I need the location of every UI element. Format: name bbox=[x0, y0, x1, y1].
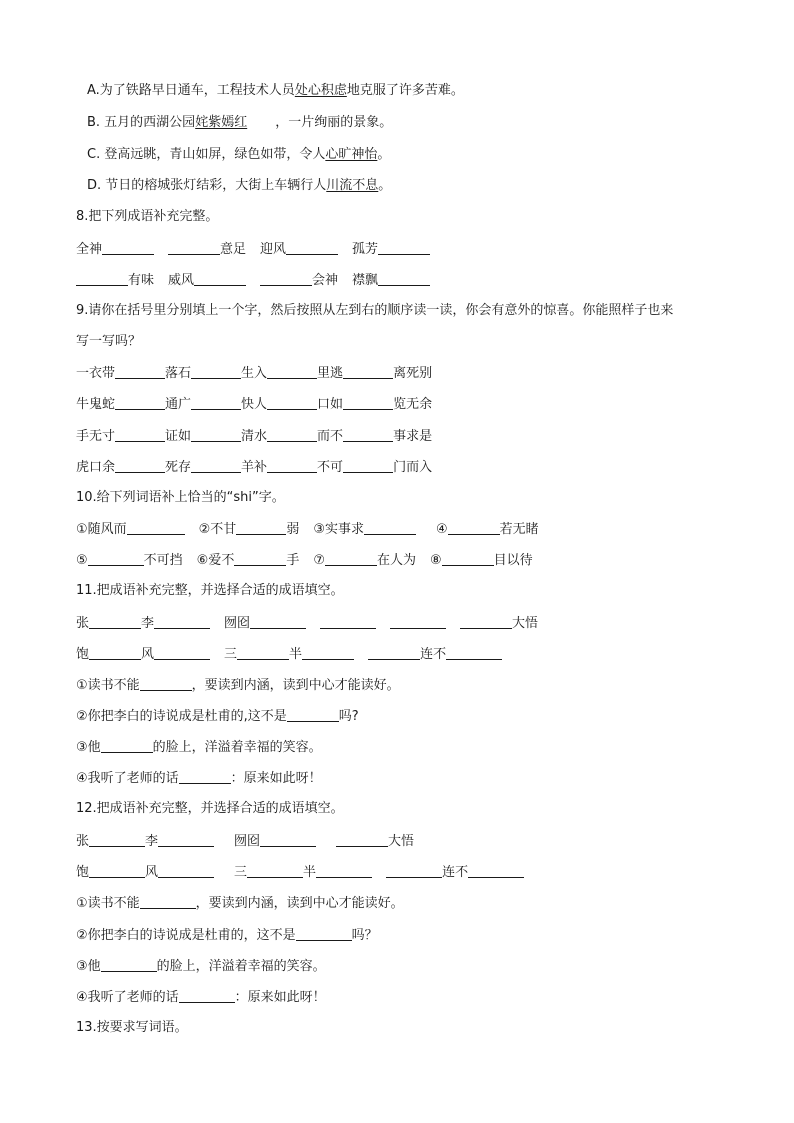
option-text: A.为了铁路早日通车，工程技术人员 bbox=[87, 83, 295, 98]
idiom-part: 意足 bbox=[220, 242, 247, 257]
answer-blank[interactable] bbox=[191, 364, 241, 379]
sentence-text: ①读书不能 bbox=[76, 678, 140, 693]
answer-blank[interactable] bbox=[260, 832, 316, 847]
answer-blank[interactable] bbox=[179, 988, 235, 1003]
answer-blank[interactable] bbox=[127, 520, 185, 535]
answer-blank[interactable] bbox=[378, 271, 430, 286]
idiom-part: 半 bbox=[289, 647, 303, 662]
q12-sentence-2 bbox=[76, 926, 378, 945]
answer-blank[interactable] bbox=[234, 551, 286, 566]
underlined-idiom: 川流不息 bbox=[326, 178, 379, 193]
answer-blank[interactable] bbox=[115, 458, 165, 473]
answer-blank[interactable] bbox=[140, 676, 192, 691]
answer-blank[interactable] bbox=[343, 458, 393, 473]
idiom-part: 大悟 bbox=[388, 834, 415, 849]
option-d bbox=[87, 177, 391, 195]
option-c bbox=[87, 146, 390, 164]
answer-blank[interactable] bbox=[468, 863, 524, 878]
answer-blank[interactable] bbox=[343, 427, 393, 442]
idiom-part: 快人 bbox=[241, 397, 268, 412]
question-13-title: 13.按要求写词语。 bbox=[76, 1020, 188, 1035]
answer-blank[interactable] bbox=[286, 240, 338, 255]
idiom-part: ⑥爱不 bbox=[196, 553, 235, 568]
underlined-idiom: 处心积虑 bbox=[294, 83, 347, 98]
option-text: D. 节日的榕城张灯结彩，大街上车辆行人 bbox=[87, 178, 327, 193]
sentence-text: ，要读到内涵，读到中心才能读好。 bbox=[191, 678, 400, 693]
idiom-part: 饱 bbox=[76, 647, 90, 662]
sentence-text: 吗？ bbox=[351, 928, 378, 943]
sentence-text: ③他 bbox=[76, 740, 101, 755]
answer-blank[interactable] bbox=[89, 832, 145, 847]
answer-blank[interactable] bbox=[237, 645, 289, 660]
question-10-title: 10.给下列词语补上恰当的“shi”字。 bbox=[76, 490, 285, 505]
question-9-title-cont: 写一写吗？ bbox=[76, 334, 142, 349]
idiom-part: 死存 bbox=[165, 460, 192, 475]
idiom-part: 风 bbox=[141, 647, 155, 662]
answer-blank[interactable] bbox=[158, 863, 214, 878]
idiom-part: 而不 bbox=[317, 429, 344, 444]
idiom-part: ④ bbox=[435, 522, 448, 537]
answer-blank[interactable] bbox=[343, 395, 393, 410]
q11-row-1 bbox=[76, 614, 538, 633]
answer-blank[interactable] bbox=[88, 551, 144, 566]
answer-blank[interactable] bbox=[325, 551, 377, 566]
answer-blank[interactable] bbox=[267, 458, 317, 473]
idiom-part: 览无余 bbox=[393, 397, 433, 412]
answer-blank[interactable] bbox=[267, 364, 317, 379]
answer-blank[interactable] bbox=[260, 271, 312, 286]
idiom-part: 囫囵 bbox=[234, 834, 261, 849]
q11-sentence-3 bbox=[76, 738, 322, 757]
idiom-part: ⑦ bbox=[313, 553, 325, 568]
answer-blank[interactable] bbox=[296, 926, 352, 941]
idiom-part: 口如 bbox=[317, 397, 344, 412]
idiom-part: 清水 bbox=[241, 429, 268, 444]
answer-blank[interactable] bbox=[364, 520, 416, 535]
answer-blank[interactable] bbox=[267, 395, 317, 410]
answer-blank[interactable] bbox=[102, 240, 154, 255]
idiom-part: 全神 bbox=[76, 242, 103, 257]
idiom-part: 通广 bbox=[165, 397, 192, 412]
answer-blank[interactable] bbox=[236, 520, 286, 535]
answer-blank[interactable] bbox=[115, 427, 165, 442]
answer-blank[interactable] bbox=[448, 520, 500, 535]
sentence-text: ②你把李白的诗说成是杜甫的，这不是 bbox=[76, 928, 296, 943]
sentence-text: ：原来如此呀！ bbox=[234, 990, 326, 1005]
idiom-part: 弱 bbox=[286, 522, 300, 537]
idiom-part: 不可挡 bbox=[143, 553, 183, 568]
idiom-part: ⑤ bbox=[76, 553, 88, 568]
idiom-part: 离死别 bbox=[393, 366, 433, 381]
question-9-title: 9.请你在括号里分别填上一个字，然后按照从左到右的顺序读一读，你会有意外的惊喜。你能照样子也来 bbox=[76, 303, 674, 318]
option-text: ，一片绚丽的景象。 bbox=[275, 115, 393, 130]
q10-row-2 bbox=[76, 551, 533, 570]
sentence-text: 的脸上，洋溢着幸福的笑容。 bbox=[156, 959, 326, 974]
idiom-part: 威风 bbox=[168, 273, 195, 288]
answer-blank[interactable] bbox=[267, 427, 317, 442]
answer-blank[interactable] bbox=[76, 271, 128, 286]
option-text: C. 登高远眺，青山如屏，绿色如带，令人 bbox=[87, 147, 326, 162]
idiom-part: 一衣带 bbox=[76, 366, 116, 381]
answer-blank[interactable] bbox=[101, 738, 153, 753]
answer-blank[interactable] bbox=[460, 614, 512, 629]
idiom-part: 连不 bbox=[420, 647, 447, 662]
idiom-part: 迎风 bbox=[260, 242, 287, 257]
answer-blank[interactable] bbox=[287, 707, 339, 722]
answer-blank[interactable] bbox=[320, 614, 376, 629]
answer-blank[interactable] bbox=[194, 271, 246, 286]
answer-blank[interactable] bbox=[247, 863, 303, 878]
idiom-part: 手 bbox=[286, 553, 300, 568]
idiom-part: 门而入 bbox=[393, 460, 433, 475]
option-text: 。 bbox=[377, 147, 391, 162]
answer-blank[interactable] bbox=[191, 395, 241, 410]
q12-sentence-1 bbox=[76, 894, 404, 913]
idiom-part: 半 bbox=[303, 865, 317, 880]
idiom-part: 李 bbox=[145, 834, 159, 849]
sentence-text: ：原来如此呀！ bbox=[230, 771, 322, 786]
idiom-part: 连不 bbox=[442, 865, 469, 880]
option-text: 地克服了许多苦难。 bbox=[346, 83, 464, 98]
idiom-part: 生入 bbox=[241, 366, 268, 381]
idiom-part: 张 bbox=[76, 616, 90, 631]
idiom-part: 不可 bbox=[317, 460, 344, 475]
q12-row-2 bbox=[76, 863, 524, 882]
idiom-part: 证如 bbox=[165, 429, 192, 444]
answer-blank[interactable] bbox=[140, 894, 196, 909]
answer-blank[interactable] bbox=[89, 863, 145, 878]
option-a bbox=[87, 82, 464, 100]
sentence-text: ②你把李白的诗说成是杜甫的,这不是 bbox=[76, 709, 287, 724]
answer-blank[interactable] bbox=[446, 645, 502, 660]
answer-blank[interactable] bbox=[179, 769, 231, 784]
answer-blank[interactable] bbox=[250, 614, 306, 629]
idiom-part: 有味 bbox=[128, 273, 155, 288]
idiom-part: 孤芳 bbox=[352, 242, 379, 257]
answer-blank[interactable] bbox=[378, 240, 430, 255]
question-8-title: 8.把下列成语补充完整。 bbox=[76, 209, 219, 224]
idiom-part: ①随风而 bbox=[76, 522, 127, 537]
answer-blank[interactable] bbox=[101, 957, 157, 972]
q10-row-1 bbox=[76, 520, 539, 539]
idiom-part: 在人为 bbox=[377, 553, 417, 568]
q12-sentence-4 bbox=[76, 988, 326, 1007]
sentence-text: ④我听了老师的话 bbox=[76, 771, 179, 786]
answer-blank[interactable] bbox=[191, 458, 241, 473]
idiom-part: ③实事求 bbox=[313, 522, 364, 537]
q9-row-2 bbox=[76, 395, 432, 414]
answer-blank[interactable] bbox=[442, 551, 494, 566]
question-12-title: 12.把成语补充完整，并选择合适的成语填空。 bbox=[76, 801, 344, 816]
q12-sentence-3 bbox=[76, 957, 326, 976]
answer-blank[interactable] bbox=[390, 614, 446, 629]
sentence-text: ④我听了老师的话 bbox=[76, 990, 179, 1005]
answer-blank[interactable] bbox=[115, 364, 165, 379]
q11-sentence-1 bbox=[76, 676, 400, 695]
q11-sentence-4 bbox=[76, 769, 322, 788]
underlined-idiom: 心旷神怡 bbox=[325, 147, 378, 162]
answer-blank[interactable] bbox=[336, 832, 388, 847]
q9-row-1 bbox=[76, 364, 432, 383]
idiom-part: ⑧ bbox=[430, 553, 442, 568]
idiom-part: 会神 bbox=[312, 273, 339, 288]
idiom-part: 三 bbox=[224, 647, 238, 662]
idiom-part: 虎口余 bbox=[76, 460, 116, 475]
idiom-part: 风 bbox=[145, 865, 159, 880]
q12-row-1 bbox=[76, 832, 414, 851]
answer-blank[interactable] bbox=[368, 645, 420, 660]
idiom-part: 手无寸 bbox=[76, 429, 116, 444]
sentence-text: ，要读到内涵，读到中心才能读好。 bbox=[195, 896, 404, 911]
idiom-part: 李 bbox=[141, 616, 155, 631]
sentence-text: ③他 bbox=[76, 959, 101, 974]
idiom-part: 大悟 bbox=[512, 616, 539, 631]
option-b bbox=[87, 114, 392, 132]
option-text: B. 五月的西湖公园 bbox=[87, 115, 196, 130]
answer-blank[interactable] bbox=[386, 863, 442, 878]
answer-blank[interactable] bbox=[158, 832, 214, 847]
idiom-part: 里逃 bbox=[317, 366, 344, 381]
idiom-part: ②不甘 bbox=[198, 522, 237, 537]
answer-blank[interactable] bbox=[154, 645, 210, 660]
q9-row-4 bbox=[76, 458, 432, 477]
idiom-part: 襟飘 bbox=[352, 273, 379, 288]
answer-blank[interactable] bbox=[302, 645, 354, 660]
q11-row-2 bbox=[76, 645, 502, 664]
answer-blank[interactable] bbox=[343, 364, 393, 379]
idiom-part: 牛鬼蛇 bbox=[76, 397, 116, 412]
q9-row-3 bbox=[76, 427, 432, 446]
option-text: 。 bbox=[378, 178, 392, 193]
answer-blank[interactable] bbox=[168, 240, 220, 255]
answer-blank[interactable] bbox=[115, 395, 165, 410]
idiom-part: 囫囵 bbox=[224, 616, 251, 631]
q8-row-2 bbox=[76, 271, 430, 290]
underlined-idiom: 姹紫嫣红 bbox=[195, 115, 248, 130]
idiom-part: 事求是 bbox=[393, 429, 433, 444]
idiom-part: 落石 bbox=[165, 366, 192, 381]
question-11-title: 11.把成语补充完整，并选择合适的成语填空。 bbox=[76, 583, 344, 598]
answer-blank[interactable] bbox=[154, 614, 210, 629]
answer-blank[interactable] bbox=[316, 863, 372, 878]
sentence-text: 的脸上，洋溢着幸福的笑容。 bbox=[152, 740, 322, 755]
answer-blank[interactable] bbox=[89, 614, 141, 629]
idiom-part: 羊补 bbox=[241, 460, 268, 475]
idiom-part: 若无睹 bbox=[499, 522, 539, 537]
q11-sentence-2 bbox=[76, 707, 359, 726]
idiom-part: 三 bbox=[234, 865, 248, 880]
sentence-text: 吗? bbox=[338, 709, 359, 724]
idiom-part: 目以待 bbox=[493, 553, 533, 568]
idiom-part: 饱 bbox=[76, 865, 90, 880]
answer-blank[interactable] bbox=[191, 427, 241, 442]
q8-row-1 bbox=[76, 240, 430, 259]
sentence-text: ①读书不能 bbox=[76, 896, 140, 911]
answer-blank[interactable] bbox=[89, 645, 141, 660]
idiom-part: 张 bbox=[76, 834, 90, 849]
